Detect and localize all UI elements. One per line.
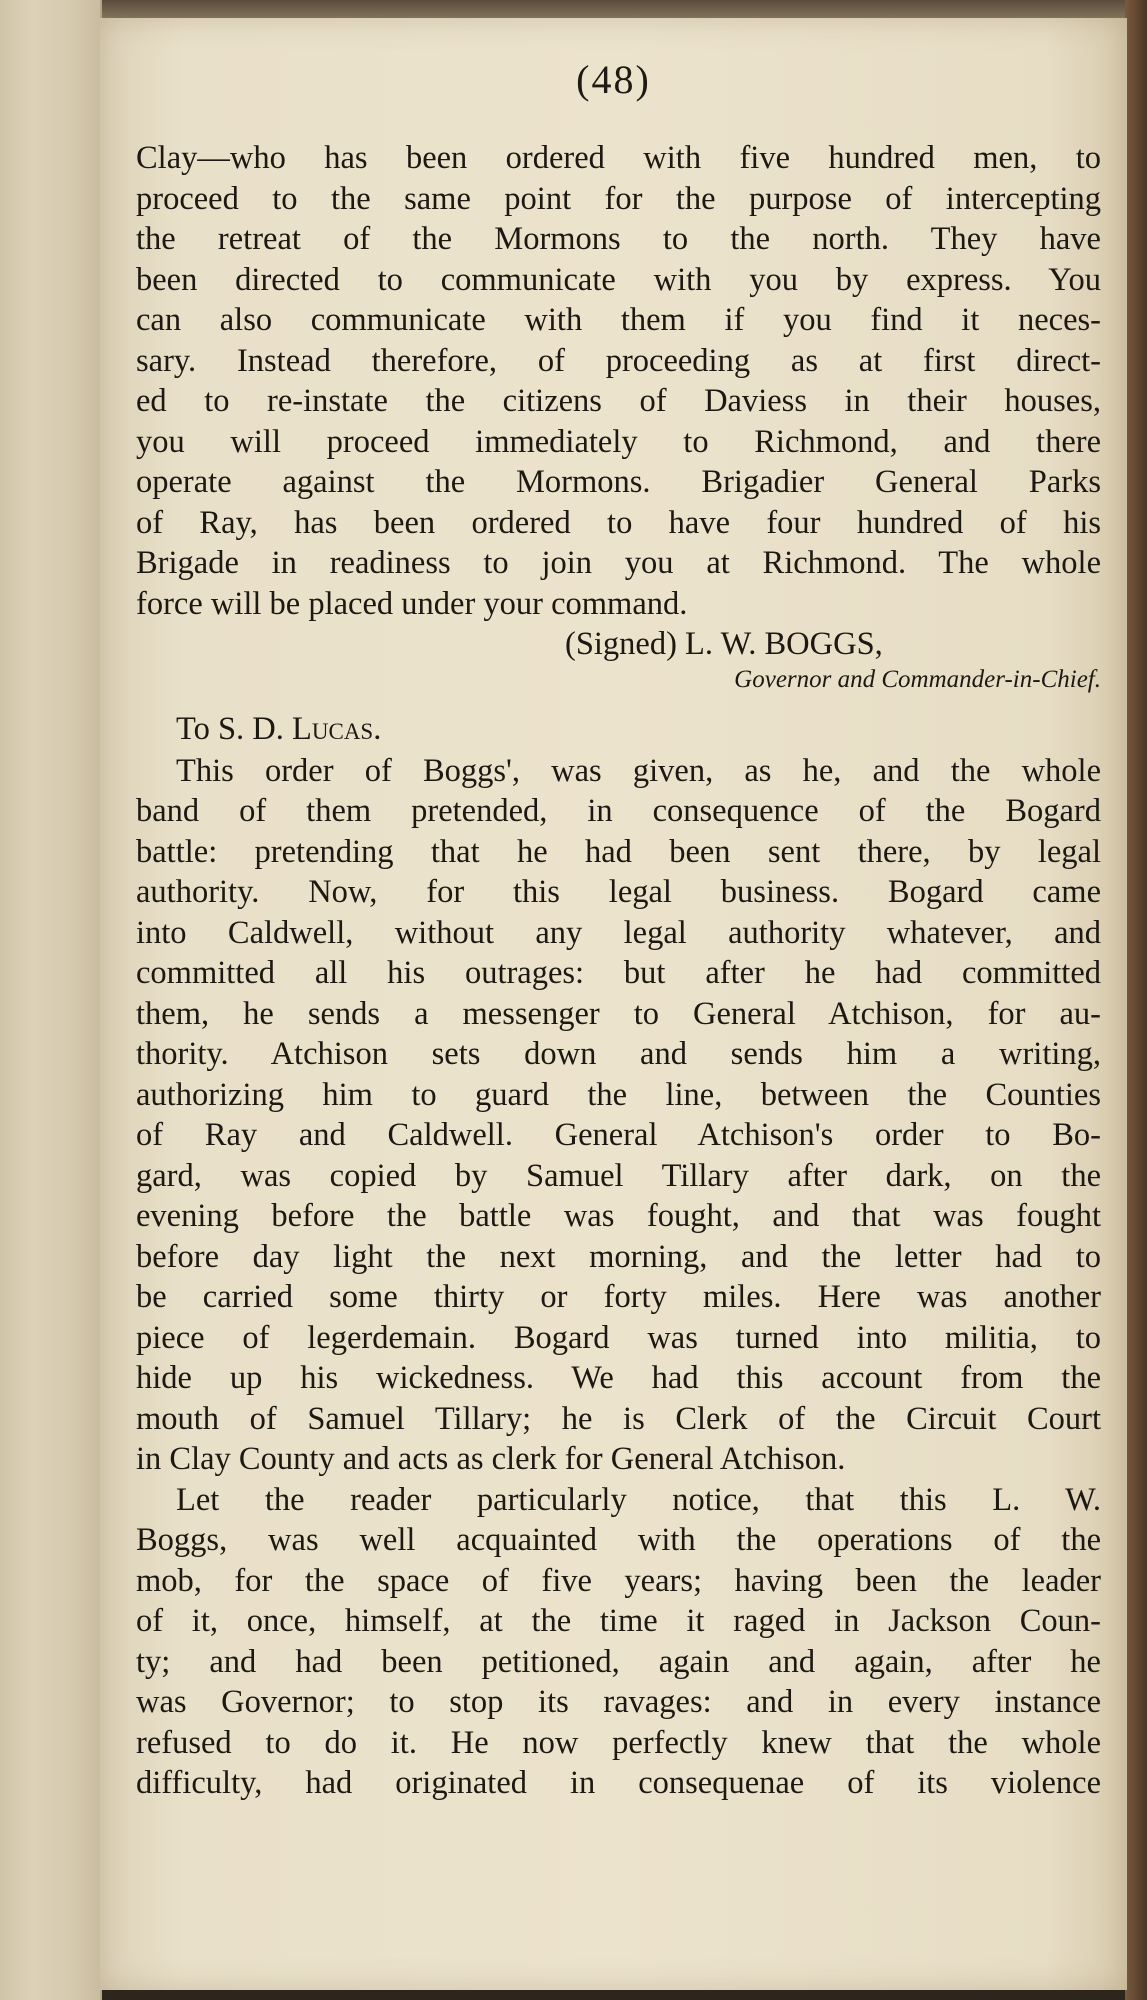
paragraph-line: gard, was copied by Samuel Tillary after dark, on the [136,1157,1101,1194]
book-cover-edge [1125,0,1147,2000]
body-text [136,138,1101,1804]
page-number: (48) [576,57,651,102]
paragraph-line: authorizing him to guard the line, between the Counties [136,1076,1101,1113]
page-sheet [100,18,1127,1990]
paragraph-line: before day light the next morning, and the letter had to [136,1238,1101,1275]
paragraph-line: thority. Atchison sets down and sends him a writing, [136,1036,1101,1072]
addressee-prefix: To S. D. [176,710,293,747]
paragraph-line: evening before the battle was fought, and that was fought [136,1198,1101,1234]
paragraph-line: piece of legerdemain. Bogard was turned into militia, to [136,1319,1101,1356]
paragraph-line: hide up his wickedness. We had this account from the [136,1360,1101,1396]
paragraph-line: them, he sends a messenger to General Atchison, for au- [136,995,1101,1032]
paragraph-line: authority. Now, for this legal business. Bogard came [136,874,1101,910]
order-line: proceed to the same point for the purpose of intercepting [136,180,1101,217]
paragraph-line: battle: pretending that he had been sent there, by legal [136,833,1101,870]
paragraph-line: into Caldwell, without any legal authority whatever, and [136,914,1101,951]
order-line: operate against the Mormons. Brigadier General Parks [136,464,1101,500]
paragraph-line: of Ray and Caldwell. General Atchison's order to Bo- [136,1117,1101,1153]
addressee-name: Lucas. [292,710,382,747]
paragraph-line: mob, for the space of five years; having been the leader [136,1562,1101,1599]
paragraph-line: Boggs, was well acquainted with the operations of the [136,1522,1101,1558]
paragraph-line: refused to do it. He now perfectly knew that the whole [136,1724,1101,1761]
order-line: sary. Instead therefore, of proceeding as at first direct- [136,342,1101,379]
paragraph-line: band of them pretended, in consequence of the Bogard [136,793,1101,829]
paragraph-line: was Governor; to stop its ravages: and in every instance [136,1684,1101,1720]
paragraph-line: committed all his outrages: but after he had committed [136,955,1101,991]
paragraph-line: be carried some thirty or forty miles. Here was another [136,1279,1101,1315]
order-line: you will proceed immediately to Richmond, and there [136,423,1101,460]
paragraph-line: difficulty, had originated in consequenae of its violence [136,1765,1101,1801]
paragraph-line: in Clay County and acts as clerk for General Atchison. [136,1441,846,1477]
paragraph-line: This order of Boggs', was given, as he, and the whole [176,752,1101,789]
book-binding-margin [0,0,102,2000]
order-line: force will be placed under your command. [136,585,688,622]
order-line: been directed to communicate with you by express. You [136,261,1101,298]
paragraph-line: Let the reader particularly notice, that this L. W. [176,1481,1101,1518]
order-line: the retreat of the Mormons to the north. They have [136,221,1101,257]
signature-title: Governor and Commander-in-Chief. [734,665,1101,693]
paragraph-line: mouth of Samuel Tillary; he is Clerk of the Circuit Court [136,1400,1101,1437]
paragraph-line: of it, once, himself, at the time it raged in Jackson Coun- [136,1603,1101,1639]
signature-line: (Signed) L. W. BOGGS, [565,626,883,662]
order-line: can also communicate with them if you find it neces- [136,302,1101,338]
order-line: Brigade in readiness to join you at Richmond. The whole [136,545,1101,581]
paragraph-line: ty; and had been petitioned, again and again, after he [136,1643,1101,1680]
order-line: Clay—who has been ordered with five hundred men, to [136,140,1101,176]
order-line: of Ray, has been ordered to have four hundred of his [136,504,1101,541]
addressee-line [136,701,1101,747]
order-line: ed to re-instate the citizens of Daviess in their houses, [136,383,1101,419]
